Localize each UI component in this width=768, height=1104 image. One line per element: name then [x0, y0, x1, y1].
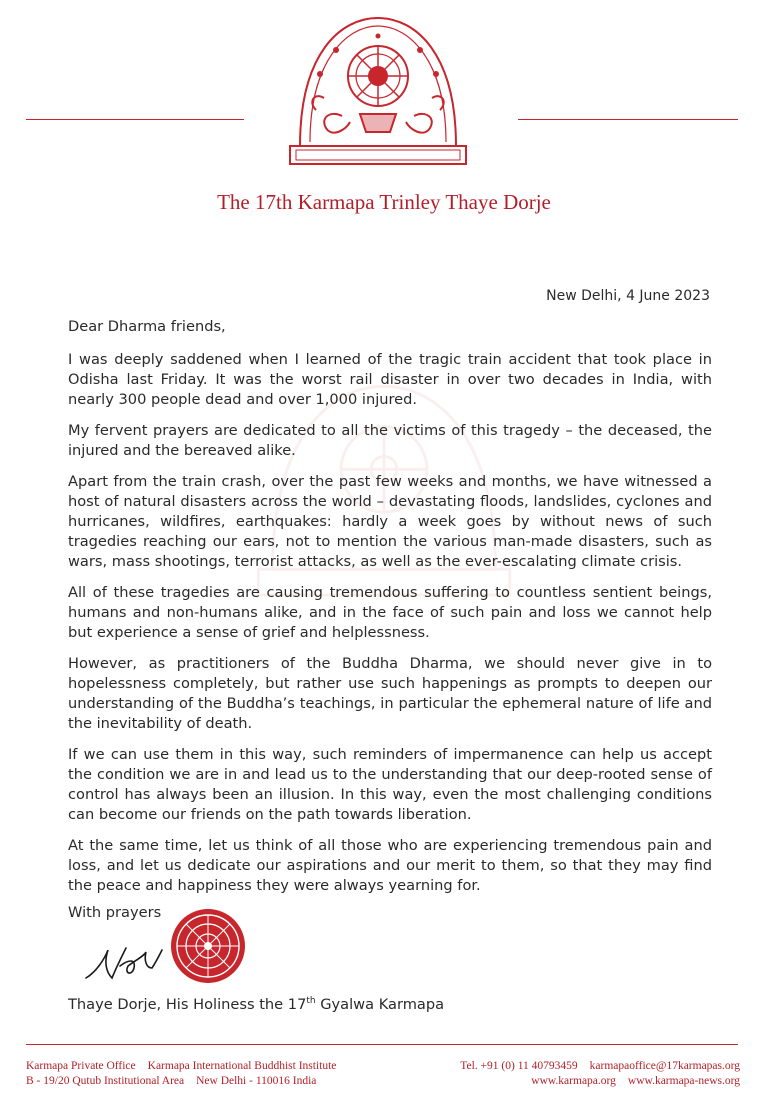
- signoff-ordinal: th: [306, 996, 316, 1007]
- letter-date: New Delhi, 4 June 2023: [546, 288, 710, 304]
- footer-city: New Delhi - 110016 India: [196, 1075, 317, 1087]
- footer-right-line-2: [460, 1074, 740, 1089]
- footer-institute-name: Karmapa International Buddhist Institute: [147, 1060, 337, 1072]
- header-rule-right: [518, 119, 738, 120]
- letter-paragraph-5: However, as practitioners of the Buddha Dharma, we should never give in to hopelessness completely, but rather use such happenings as prompts to deepen our understanding of the Buddha’s teachings, in particular the ephemeral nature of life and the inevitability of death.: [68, 655, 712, 732]
- letter-paragraph-6: If we can use them in this way, such reminders of impermanence can help us accept the condition we are in and lead us to the understanding that our deep-rooted sense of control has always been an illusion. In this way, even the most challenging conditions can become our friends on the path towards liberation.: [68, 746, 712, 823]
- footer-contact: [460, 1059, 740, 1089]
- footer-email-link[interactable]: karmapaoffice@17karmapas.org: [589, 1060, 740, 1072]
- letter-signoff: [68, 996, 444, 1013]
- footer-left-line-1: [26, 1059, 336, 1074]
- red-seal-icon: [168, 906, 248, 986]
- footer-address: [26, 1059, 336, 1089]
- signoff-title: Gyalwa Karmapa: [315, 996, 445, 1013]
- handwritten-signature-icon: [82, 938, 182, 986]
- letter-body: [68, 350, 712, 907]
- letterhead-title: The 17th Karmapa Trinley Thaye Dorje: [217, 190, 551, 214]
- footer-rule: [26, 1044, 738, 1045]
- letter-closing: With prayers: [68, 904, 162, 921]
- footer-street: B - 19/20 Qutub Institutional Area: [26, 1075, 185, 1087]
- letter-paragraph-3: Apart from the train crash, over the past few weeks and months, we have witnessed a host of natural disasters across the world – devastating floods, landslides, cyclones and hurricanes, wildfires, earthquakes: hardly a week goes by without news of such tragedies reaching our ears, not to mention the various man-made disasters, such as wars, mass shootings, terrorist attacks, as well as the ever-escalating climate crisis.: [68, 473, 712, 570]
- letter-paragraph-2: My fervent prayers are dedicated to all the victims of this tragedy – the deceased, the injured and the bereaved alike.: [68, 422, 712, 459]
- dharma-wheel-emblem-icon: [280, 14, 476, 174]
- header-rule-left: [26, 119, 244, 120]
- letter-paragraph-4: All of these tragedies are causing tremendous suffering to countless sentient beings, humans and non-humans alike, and in the face of such pain and loss we cannot help but experience a sense of grief and helplessness.: [68, 584, 712, 641]
- signoff-name: Thaye Dorje, His Holiness the 17: [68, 996, 307, 1013]
- footer-website-link[interactable]: www.karmapa.org: [531, 1075, 616, 1087]
- letter-paragraph-7: At the same time, let us think of all those who are experiencing tremendous pain and loss, and let us dedicate our aspirations and our merit to them, so that they may find the peace and happiness they were always yearning for.: [68, 837, 712, 894]
- footer-news-link[interactable]: www.karmapa-news.org: [627, 1075, 740, 1087]
- footer-office-name: Karmapa Private Office: [26, 1060, 136, 1072]
- footer-right-line-1: [460, 1059, 740, 1074]
- letter-paragraph-1: I was deeply saddened when I learned of the tragic train accident that took place in Odisha last Friday. It was the worst rail disaster in over two decades in India, with nearly 300 people dead and over 1,000 injured.: [68, 351, 712, 408]
- footer-phone: Tel. +91 (0) 11 40793459: [460, 1060, 578, 1072]
- letter-greeting: Dear Dharma friends,: [68, 318, 226, 335]
- footer-left-line-2: [26, 1074, 336, 1089]
